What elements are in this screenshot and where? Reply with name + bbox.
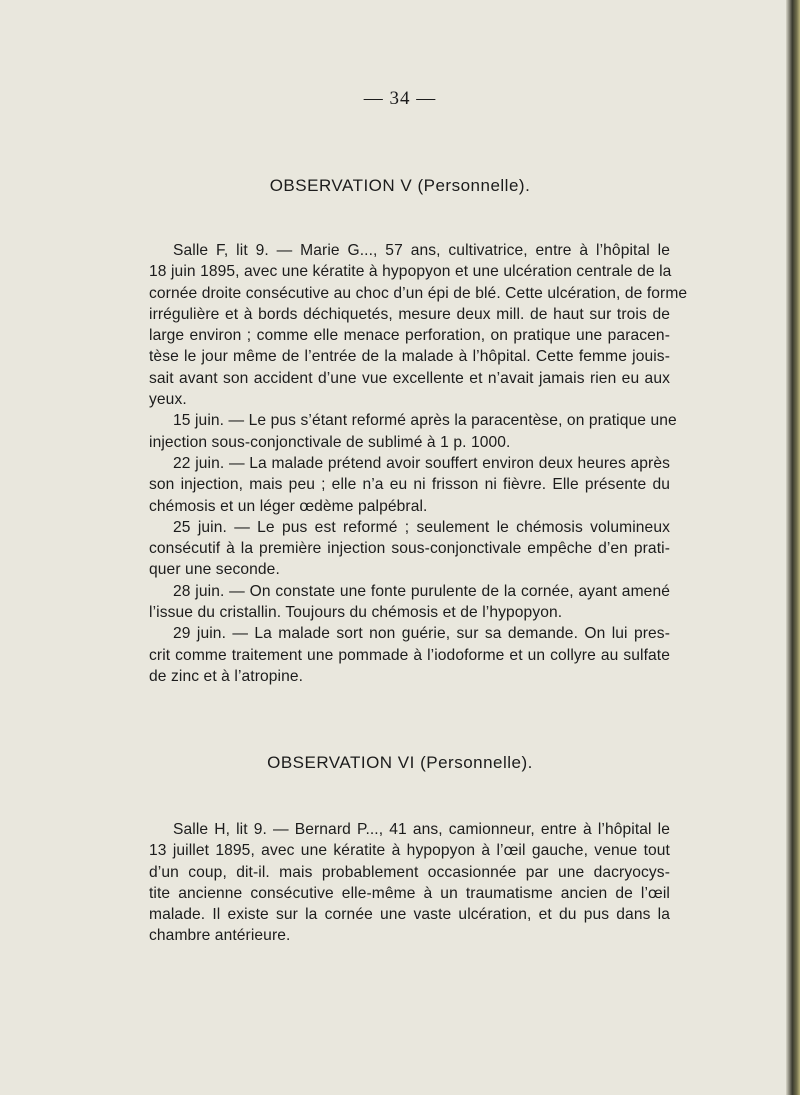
text-line: irrégulière et à bords déchiquetés, mesure deux mill. de haut sur trois de xyxy=(149,305,670,323)
text-line: tèse le jour même de l’entrée de la malade à l’hôpital. Cette femme jouis- xyxy=(149,348,670,366)
text-line: 28 juin. — On constate une fonte purulente de la cornée, ayant amené xyxy=(173,582,670,600)
book-spine-edge xyxy=(786,0,800,1095)
observation-5-heading: OBSERVATION V (Personnelle). xyxy=(269,176,531,195)
text-line: 15 juin. — Le pus s’étant reformé après la paracentèse, on pratique une xyxy=(173,412,677,430)
text-line: 25 juin. — Le pus est reformé ; seulement le chémosis volumineux xyxy=(173,518,670,536)
text-line: cornée droite consécutive au choc d’un épi de blé. Cette ulcération, de forme xyxy=(149,284,688,302)
text-line: crit comme traitement une pommade à l’iodoforme et un collyre au sulfate xyxy=(149,646,670,664)
text-line: malade. Il existe sur la cornée une vaste ulcération, et du pus dans la xyxy=(149,906,670,924)
text-line: chambre antérieure. xyxy=(149,927,291,945)
text-line: son injection, mais peu ; elle n’a eu ni frisson ni fièvre. Elle présente du xyxy=(149,476,670,494)
text-line: chémosis et un léger œdème palpébral. xyxy=(149,497,428,515)
text-line: 29 juin. — La malade sort non guérie, sur sa demande. On lui pres- xyxy=(173,625,670,643)
text-line: de zinc et à l’atropine. xyxy=(149,667,304,685)
text-line: sait avant son accident d’une vue excellente et n’avait jamais rien eu aux xyxy=(149,369,670,387)
text-line: injection sous-conjonctivale de sublimé à 1 p. 1000. xyxy=(149,433,511,451)
text-line: large environ ; comme elle menace perforation, on pratique une paracen- xyxy=(149,327,670,345)
text-line: Salle H, lit 9. — Bernard P..., 41 ans, camionneur, entre à l’hôpital le xyxy=(173,821,670,838)
observation-6-heading: OBSERVATION VI (Personnelle). xyxy=(267,753,533,772)
text-line: 18 juin 1895, avec une kératite à hypopyon et une ulcération centrale de la xyxy=(149,263,672,281)
text-line: l’issue du cristallin. Toujours du chémosis et de l’hypopyon. xyxy=(149,604,563,622)
text-line: quer une seconde. xyxy=(149,561,280,579)
text-line: tite ancienne consécutive elle-même à un traumatisme ancien de l’œil xyxy=(149,884,670,902)
text-line: Salle F, lit 9. — Marie G..., 57 ans, cultivatrice, entre à l’hôpital le xyxy=(173,242,670,259)
observation-6-body xyxy=(149,819,670,947)
text-line: 22 juin. — La malade prétend avoir souffert environ deux heures après xyxy=(173,454,670,472)
text-line: consécutif à la première injection sous-conjonctivale empêche d’en prati- xyxy=(149,540,670,558)
observation-5-body xyxy=(149,240,688,687)
text-line: yeux. xyxy=(149,391,187,409)
text-line: d’un coup, dit-il. mais probablement occasionnée par une dacryocys- xyxy=(149,863,670,881)
page-number: — 34 — xyxy=(363,88,437,109)
text-line: 13 juillet 1895, avec une kératite à hypopyon à l’œil gauche, venue tout xyxy=(149,842,670,860)
